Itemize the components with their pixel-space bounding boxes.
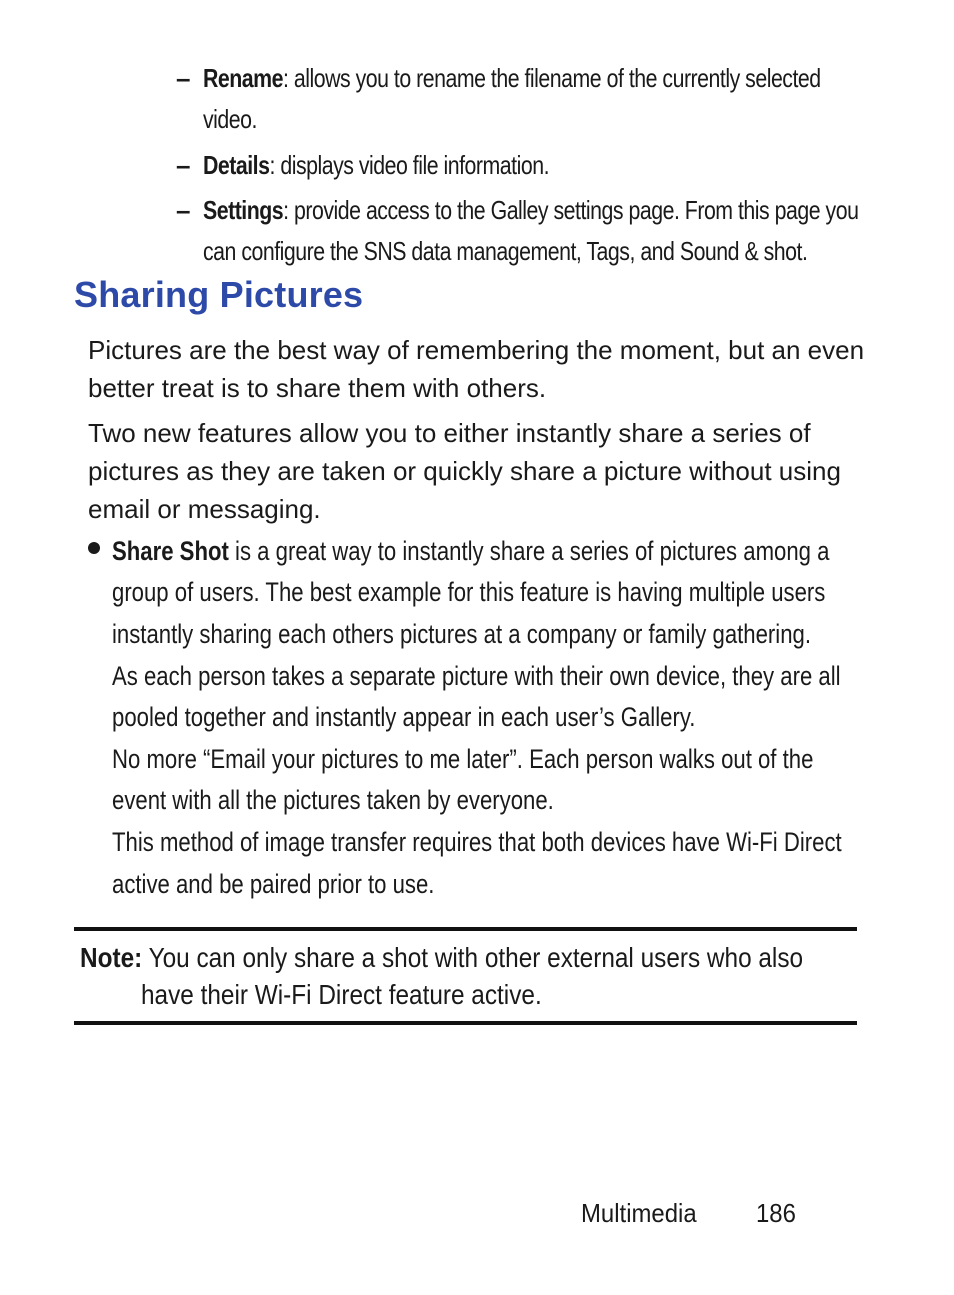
intro-paragraph: Pictures are the best way of remembering the moment, but an even better treat is to share them with others. — [88, 335, 865, 403]
dash-marker: – — [176, 150, 190, 180]
bullet-line: This method of image transfer requires that both devices have Wi-Fi Direct — [112, 827, 842, 857]
menu-item-desc: : allows you to rename the filename of the currently selected — [283, 63, 821, 93]
menu-item-desc: : provide access to the Galley settings page. From this page you — [283, 195, 859, 225]
note-box — [74, 927, 857, 1025]
bullet-line: No more “Email your pictures to me later”. Each person walks out of the — [112, 744, 814, 774]
features-paragraph: Two new features allow you to either instantly share a series of pictures as they are taken or quickly share a picture without using email or messaging. — [88, 418, 841, 524]
menu-item-rename — [176, 58, 896, 140]
menu-item-details — [176, 145, 896, 186]
bullet-line: group of users. The best example for this feature is having multiple users — [112, 577, 826, 607]
menu-item-desc-cont: video. — [203, 104, 257, 134]
note-text-cont: have their Wi-Fi Direct feature active. — [141, 979, 542, 1010]
dash-marker: – — [176, 63, 190, 93]
bullet-line: instantly sharing each others pictures at a company or family gathering. — [112, 619, 812, 649]
menu-item-settings — [176, 190, 896, 272]
menu-item-term: Rename — [203, 63, 284, 93]
bullet-icon — [88, 542, 100, 554]
bullet-line: is a great way to instantly share a series of pictures among a — [228, 536, 830, 566]
note-text: You can only share a shot with other external users who also — [142, 942, 804, 973]
bullet-line: active and be paired prior to use. — [112, 869, 435, 899]
dash-marker: – — [176, 195, 190, 225]
footer-section-name: Multimedia — [581, 1198, 697, 1228]
menu-item-term: Details — [203, 150, 270, 180]
menu-item-desc: : displays video file information. — [269, 150, 550, 180]
page-number: 186 — [756, 1198, 796, 1228]
bullet-line: As each person takes a separate picture with their own device, they are all — [112, 661, 841, 691]
bullet-term: Share Shot — [112, 536, 229, 566]
section-heading: Sharing Pictures — [74, 274, 364, 315]
bullet-line: pooled together and instantly appear in each user’s Gallery. — [112, 702, 696, 732]
menu-item-term: Settings — [203, 195, 284, 225]
menu-item-desc-cont: can configure the SNS data management, Tags, and Sound & shot. — [203, 236, 808, 266]
note-label: Note: — [80, 942, 143, 973]
bullet-line: event with all the pictures taken by everyone. — [112, 785, 554, 815]
